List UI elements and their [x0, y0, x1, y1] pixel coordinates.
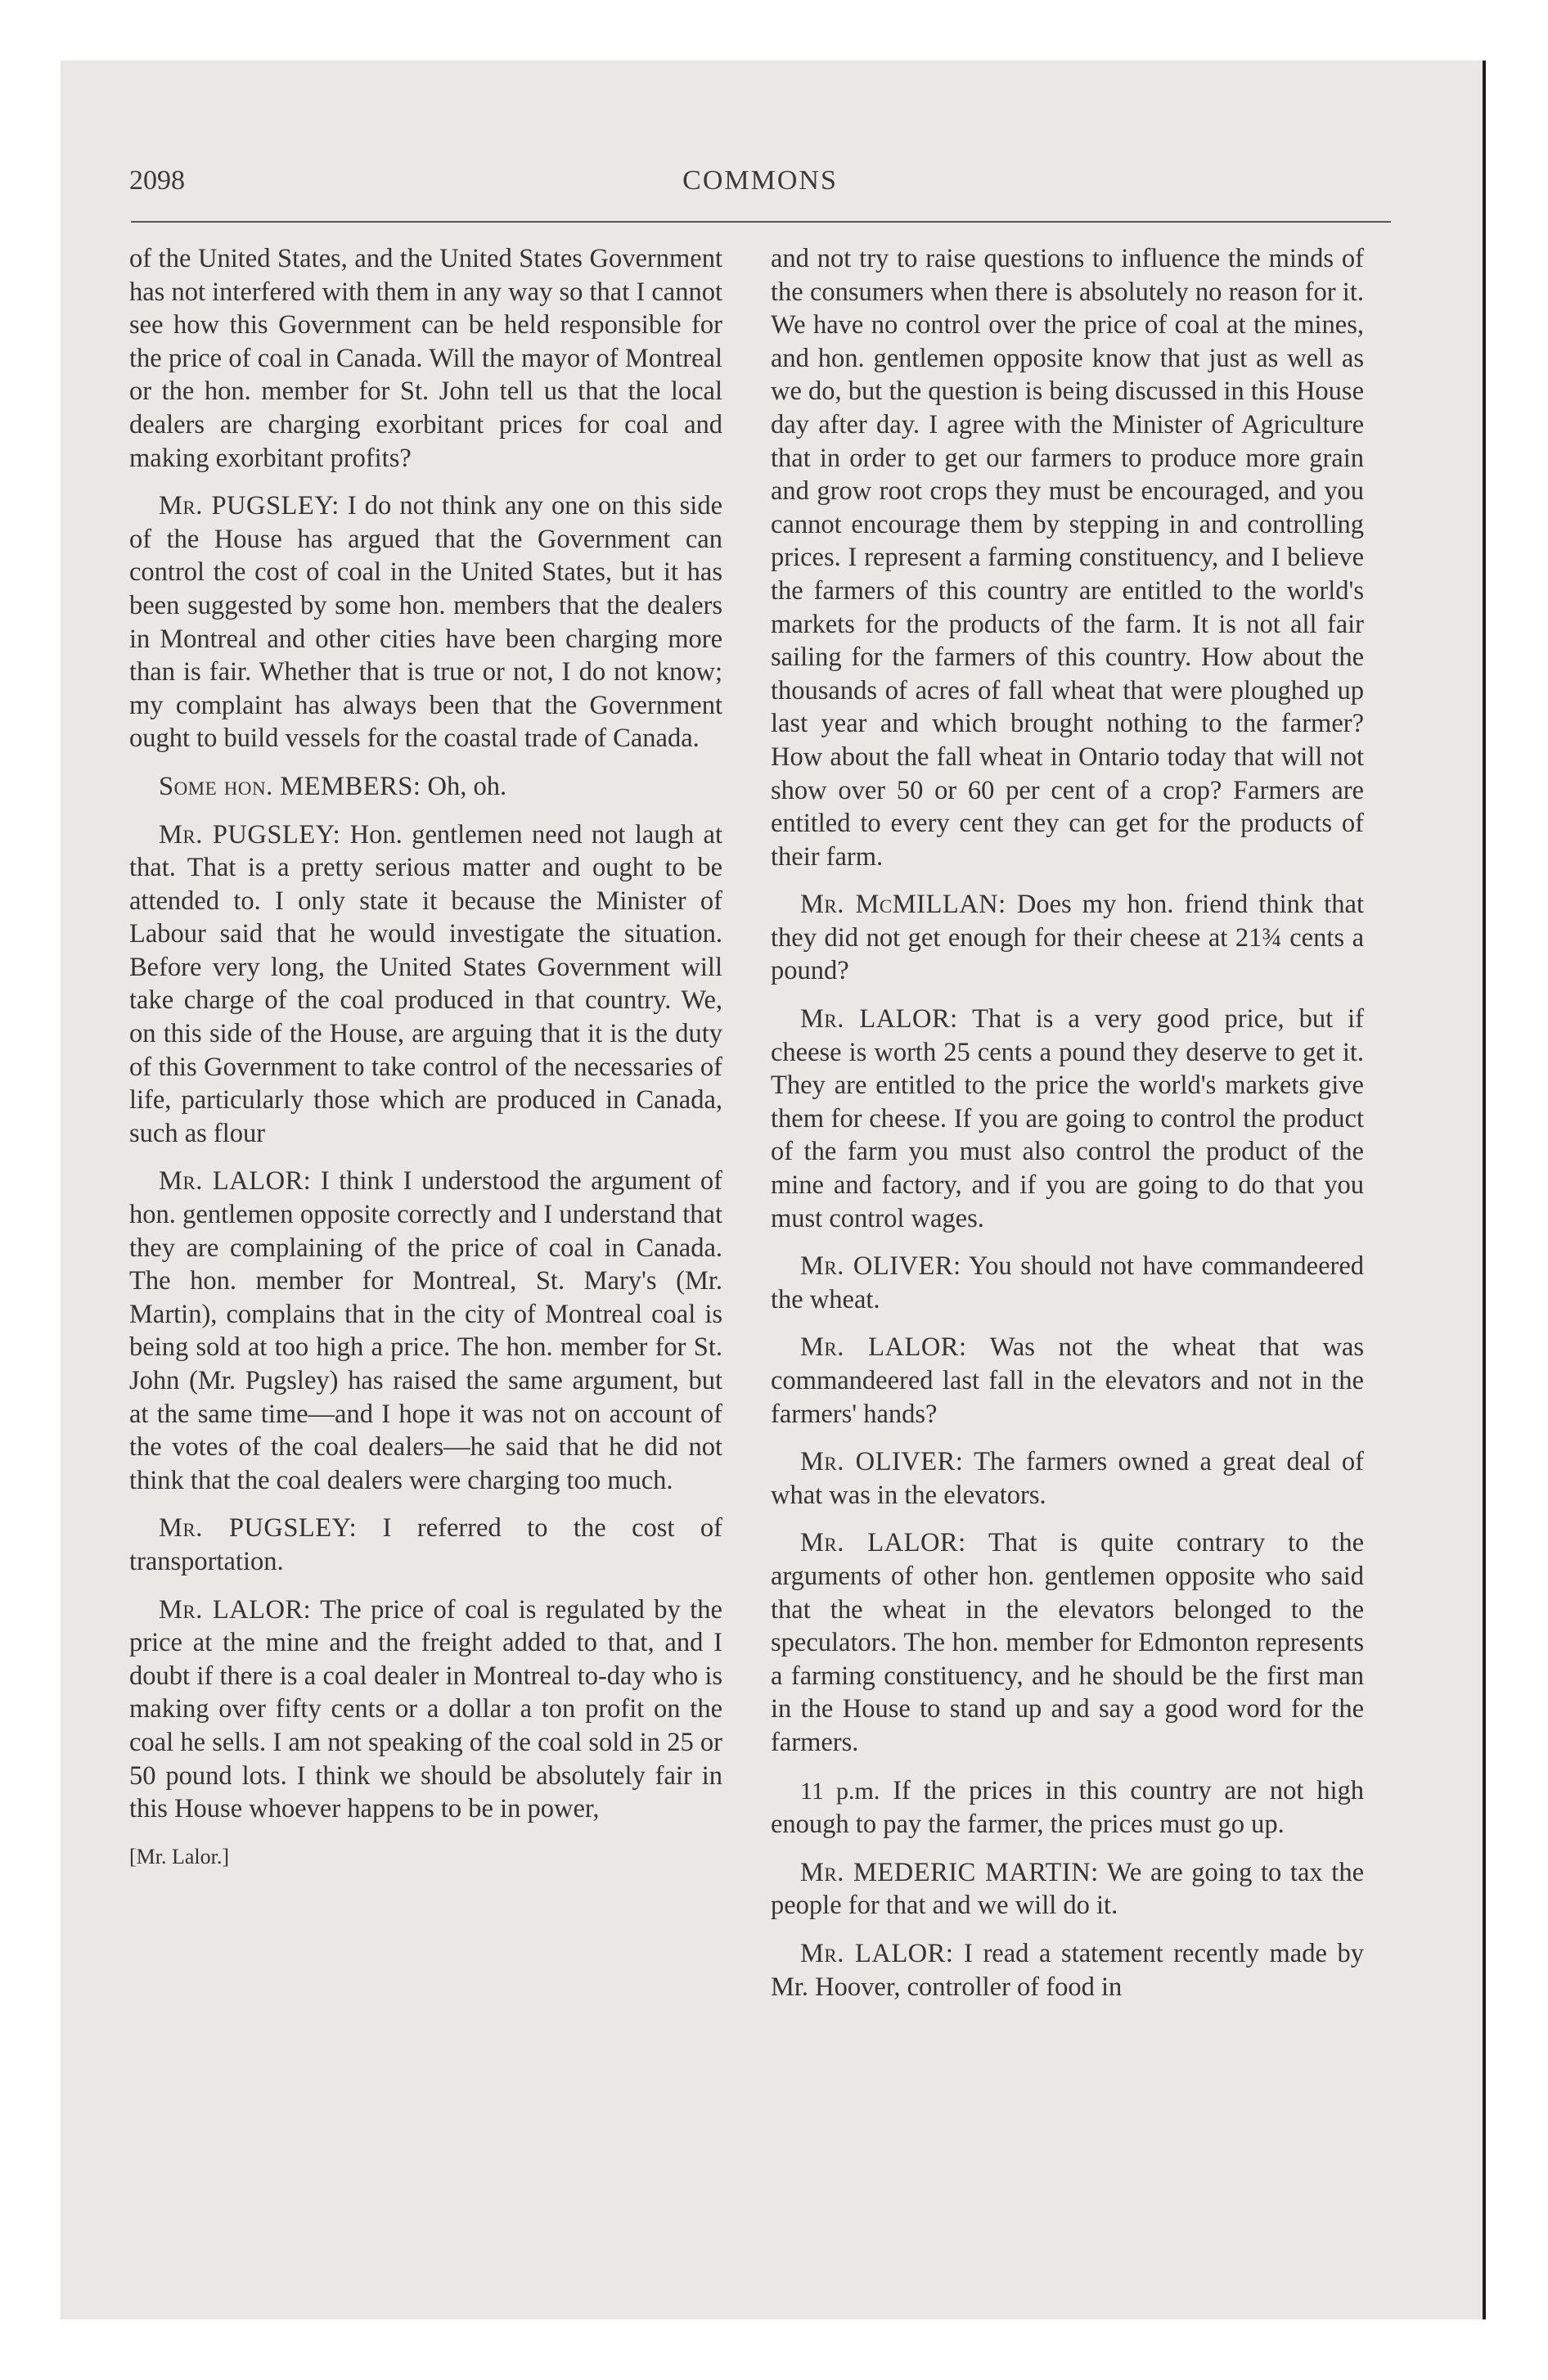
header-rule [131, 221, 1391, 223]
speech [771, 1003, 1364, 1235]
speech [129, 1165, 722, 1497]
speech [771, 1331, 1364, 1431]
speech-text: You should not have commandeered the wheat. [771, 1251, 1364, 1314]
speech [129, 818, 722, 1151]
speech [771, 1856, 1364, 1922]
speech-text: Was not the wheat that was commandeered last fall in the elevators and not in the farmers' hands? [771, 1332, 1364, 1429]
speech-text: The farmers owned a great deal of what was in the elevators. [771, 1447, 1364, 1510]
speech [129, 489, 722, 755]
speaker: Mr. MEDERIC MARTIN: [800, 1857, 1099, 1887]
speaker: Mr. LALOR: [800, 1332, 967, 1363]
speech [129, 1593, 722, 1826]
speaker: Mr. LALOR: [800, 1528, 966, 1558]
speaker: Mr. OLIVER: [800, 1447, 964, 1477]
speech-text: I do not think any one on this side of the House has argued that the Government can control the cost of coal in the United States, but it has been suggested by some hon. members that the dealers in Montreal and other cities have been charging more than is fair. Whether that is true or not, I do not know; my complaint has always been that the Government ought to build vessels for the coastal trade of Canada. [129, 491, 722, 754]
speaker: Some hon. MEMBERS: [159, 771, 421, 801]
speaker: Mr. LALOR: [159, 1594, 312, 1625]
speaker: Mr. PUGSLEY: [159, 819, 341, 850]
speaker: Mr. McMILLAN: [800, 890, 1006, 920]
speech [771, 1526, 1364, 1759]
speech-text: Hon. gentlemen need not laugh at that. That is a pretty serious matter and ought to be attended to. I only state it because the Minister of Labour said that he would investigate the situation. Before very long, the United States Government will take charge of the coal produced in that country. We, on this side of the House, are arguing that it is the duty of this Government to take control of the necessaries of life, particularly those which are produced in Canada, such as flour [129, 819, 723, 1148]
speech-text: Does my hon. friend think that they did not get enough for their cheese at 21¾ cents a pound? [771, 890, 1365, 986]
speaker: Mr. LALOR: [800, 1938, 954, 1968]
paragraph [129, 242, 722, 475]
speech [771, 1937, 1364, 2004]
speech [129, 770, 722, 804]
speech-text: I referred to the cost of transportation. [129, 1513, 722, 1576]
speech [771, 888, 1364, 988]
speaker: Mr. OLIVER: [800, 1251, 961, 1282]
left-column [129, 242, 722, 1873]
speech [771, 1250, 1364, 1316]
speaker: Mr. PUGSLEY: [159, 1513, 358, 1544]
speech-text: I think I understood the argument of hon. gentlemen opposite correctly and I understand that they are complaining of the price of coal in Canada. The hon. member for Montreal, St. Mary's (Mr. Martin), complains that in the city of Montreal coal is being sold at too high a price. The hon. member for St. John (Mr. Pugsley) has raised the same argument, but at the same time—and I hope it was not on account of the votes of the coal dealers—he said that he did not think that the coal dealers were charging too much. [129, 1166, 722, 1495]
speech-text: We are going to tax the people for that and we will do it. [771, 1857, 1364, 1921]
speech-text: If the prices in this country are not high enough to pay the farmer, the prices must go up. [771, 1775, 1364, 1840]
speech [771, 1774, 1364, 1841]
paragraph-text: of the United States, and the United States Government has not interfered with them in any way so that I cannot see how this Government can be held responsible for the price of coal in Canada. Will the mayor of Montreal or the hon. member for St. John tell us that the local dealers are charging exorbitant prices for coal and making exorbitant profits? [129, 244, 722, 473]
speech-text: Oh, oh. [427, 771, 507, 801]
paragraph-text: and not try to raise questions to influence the minds of the consumers when there is absolutely no reason for it. We have no control over the price of coal at the mines, and hon. gentlemen opposite know that just as well as we do, but the question is being discussed in this House day after day. I agree with the Minister of Agriculture that in order to get our farmers to produce more grain and grow root crops they must be encouraged, and you cannot encourage them by stepping in and controlling prices. I represent a farming constituency, and I believe the farmers of this country are entitled to the world's markets for the products of the farm. It is not all fair sailing for the farmers of this country. How about the thousands of acres of fall wheat that were ploughed up last year and which brought nothing to the farmer? How about the fall wheat in Ontario today that will not show over 50 or 60 per cent of a crop? Farmers are entitled to every cent they can get for the products of their farm. [771, 244, 1364, 872]
speaker-attribution: [Mr. Lalor.] [129, 1844, 230, 1868]
speech-text: That is quite contrary to the arguments of other hon. gentlemen opposite who said that the wheat in the elevators belonged to the speculators. The hon. member for Edmonton represents a farming constituency, and he should be the first man in the House to stand up and say a good word for the farmers. [771, 1528, 1364, 1757]
speech [129, 1512, 722, 1578]
speech-text: I read a statement recently made by Mr. Hoover, controller of food in [771, 1938, 1365, 2002]
page-number: 2098 [129, 165, 185, 196]
right-column [771, 242, 1364, 2018]
speaker: Mr. LALOR: [159, 1166, 312, 1197]
page-header [129, 156, 1391, 196]
speaker: Mr. PUGSLEY: [159, 491, 340, 521]
speech [771, 1445, 1364, 1512]
speech-text: That is a very good price, but if cheese is worth 25 cents a pound they deserve to get it. They are entitled to the price the world's markets give them for cheese. If you are going to control the product of the farm you must also control the product of the mine and factory, and if you are going to do that you must control wages. [771, 1004, 1364, 1233]
time-marker: 11 p.m. [800, 1777, 880, 1805]
paragraph [771, 242, 1364, 873]
speech-text: The price of coal is regulated by the price at the mine and the freight added to that, and I doubt if there is a coal dealer in Montreal to-day who is making over fifty cents or a dollar a ton profit on the coal he sells. I am not speaking of the coal sold in 25 or 50 pound lots. I think we should be absolutely fair in this House whoever happens to be in power, [129, 1594, 722, 1824]
speaker: Mr. LALOR: [800, 1004, 958, 1034]
running-head: COMMONS [682, 165, 838, 196]
